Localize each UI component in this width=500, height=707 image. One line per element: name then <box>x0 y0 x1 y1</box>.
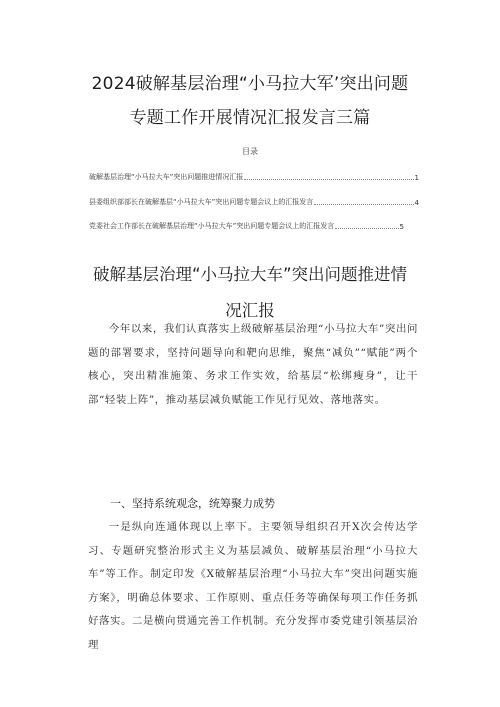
toc-entry-page: 5 <box>399 223 404 231</box>
toc-entry-1[interactable] <box>89 172 419 182</box>
toc-entry-page: 1 <box>414 174 419 182</box>
section-title-line-1: 破解基层治理“小马拉大车”突出问题推进情 <box>92 265 408 284</box>
toc-entry-2[interactable] <box>89 197 419 207</box>
document-title-line-1: 2024破解基层治理“小马拉大军’突出问题 <box>91 74 409 94</box>
toc-entry-label: 破解基层治理“小马拉大车”突出问题推进情况汇报 <box>89 173 244 181</box>
toc-leader-dots <box>244 178 413 180</box>
section-heading-1: 一、坚持系统观念，统筹聚力成势 <box>110 497 275 510</box>
document-title-line-2: 专题工作开展情况汇报发言三篇 <box>129 108 371 128</box>
toc-entry-page: 4 <box>414 199 419 207</box>
toc-entry-label: 县委组织部部长在破解基层“小马拉大车”突出问题专题会议上的汇报发言 <box>89 198 314 206</box>
toc-entry-label: 党委社会工作部长在破解基层治理“小马拉大车”突出问题专题会议上的汇报发言 <box>89 222 335 230</box>
section-title-line-2: 况汇报 <box>225 301 275 320</box>
toc-entry-3[interactable] <box>89 221 404 231</box>
toc-heading: 目录 <box>242 147 258 156</box>
body-paragraph-2: 一是纵向连通体现以上率下。主要领导组织召开X次会传达学习、专题研究整治形式主义为基层减负、破解基层治理“小马拉大车”等工作。制定印发《X破解基层治理“小马拉大车”突出问题实施方案》，明确总体要求、工作原则、重点任务等确保每项工作任务抓好落实。二是横向贯通完善工作机制。充分发挥市委党建引领基层治理 <box>88 521 418 651</box>
toc-leader-dots <box>335 227 398 229</box>
toc-leader-dots <box>314 203 413 205</box>
body-paragraph-1: 今年以来，我们认真落实上级破解基层治理“小马拉大车”突出问题的部署要求，坚持问题导向和靶向思维，聚焦“减负”“赋能”两个核心，突出精准施策、务求工作实效，给基层“松绑瘦身”，让干部“轻装上阵”，推动基层减负赋能工作见行见效、落地落实。 <box>88 323 418 406</box>
